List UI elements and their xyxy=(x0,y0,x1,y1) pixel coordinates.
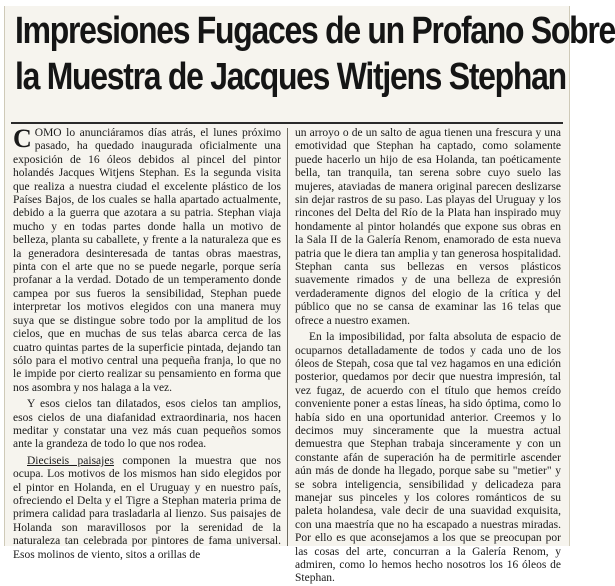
article-column-right xyxy=(295,127,561,585)
underlined-phrase: Dieciseis paisajes xyxy=(27,454,114,467)
headline-line-2: la Muestra de Jacques Witjens Stephan xyxy=(15,56,566,98)
newspaper-clipping xyxy=(4,6,615,585)
paragraph: Y esos cielos tan dilatados, esos cielos tan amplios, esos cielos de una diafanidad extraordinaria, nos hacen meditar y constatar una vez más cuan pequeños somos ante la grandeza de todo lo que nos rodea. xyxy=(13,398,281,451)
article-column-left xyxy=(13,124,281,561)
article-headline xyxy=(15,8,615,100)
headline-line-1: Impresiones Fugaces de un Profano Sobre xyxy=(15,10,615,52)
paragraph: un arroyo o de un salto de agua tienen una frescura y una emotividad que Stephan ha captado, como solamente puede hacerlo un hijo de esa Holanda, tan poéticamente bella, tan tranquila, tan serena sobre cuyo suelo las mujeres, ataviadas de manera original parecen deslizarse sin dejar rastros de su paso. Las playas del Uruguay y los rincones del Delta del Río de la Plata han inspirado muy hondamente al pintor holandés que expone sus obras en la Sala II de la Galería Renom, enamorado de esta nueva patria que le diera tan amplia y tan generosa hospitalidad. Stephan canta sus bellezas en versos plásticos suavemente rimados y de una belleza de expresión verdaderamente dignos del elogio de la crítica y del público que no se cansa de examinar las 16 telas que ofrece a nuestro examen. xyxy=(295,127,561,327)
paragraph-text: OMO lo anunciáramos días atrás, el lunes próximo pasado, ha quedado inaugurada oficialmente una exposición de 16 óleos debidos al pincel del pintor holandés Jacques Witjens Stephan. Es la segunda visita que realiza a nuestra ciudad el excelente plástico de los Países Bajos, de los cuales se halla apartado actualmente, debido a la guerra que azotara a su patria. Stephan viaja mucho y en todas partes donde halla un motivo de belleza, planta su caballete, y frente a la naturaleza que es la generadora desinteresada de tantas obras maestras, pinta con el arte que no se puede negarle, porque sería profanar a la verdad. Dotado de un temperamento donde campea por sus fueros la sensibilidad, Stephan puede interpretar los motivos elegidos con una manera muy suya que se distingue sobre todo por la amplitud de los cielos, que en muchas de sus telas abarca cerca de las cuatro quintas partes de la superficie pintada, dejando tan sólo para el motivo central una pequeña franja, lo que no le impide por cierto realizar su pensamiento en forma que nos asombra y nos halaga a la vez. xyxy=(13,127,281,394)
paragraph: En la imposibilidad, por falta absoluta de espacio de ocuparnos detalladamente de todos y cada uno de los óleos de Stepah, cosa que tal vez hagamos en una edición posterior, quedamos por decir que nuestra impresión, tal vez fugaz, de acuerdo con el título que hemos creído conveniente poner a estas líneas, ha sido óptima, como lo había sido en una oportunidad anterior. Creemos y lo decimos muy sinceramente que la muestra actual demuestra que Stephan trabaja sinceramente y con un constante afán de superación ha de permitirle ascender aún más de donde ha llegado, porque sabe su "metier" y se sobra inteligencia, sensibilidad y delicadeza para manejar sus pinceles y los colores románticos de su paleta holandesa, vale decir de una suavidad exquisita, con una maestría que no ha escapado a nuestras miradas. Por ello es que aconsejamos a los que se preocupan por las cosas del arte, concurran a la Galería Renom, y admiren, como lo hemos hecho nosotros los 16 óleos de Stephan. xyxy=(295,331,561,585)
paragraph xyxy=(13,455,281,562)
column-divider xyxy=(287,128,288,546)
drop-cap: C xyxy=(13,124,32,153)
paragraph xyxy=(13,124,281,395)
headline-rule xyxy=(11,122,563,124)
paragraph-text: componen la muestra que nos ocupa. Los motivos de los mismos han sido elegidos por el pintor en Holanda, en el Uruguay y en nuestro país, ofreciendo el Delta y el Tigre a Stephan materia prima de primera calidad para trasladarla al lienzo. Sus paisajes de Holanda son maravillosos por la serenidad de la naturaleza tan celebrada por pintores de fama universal. Esos molinos de viento, sitos a orillas de xyxy=(13,454,281,561)
